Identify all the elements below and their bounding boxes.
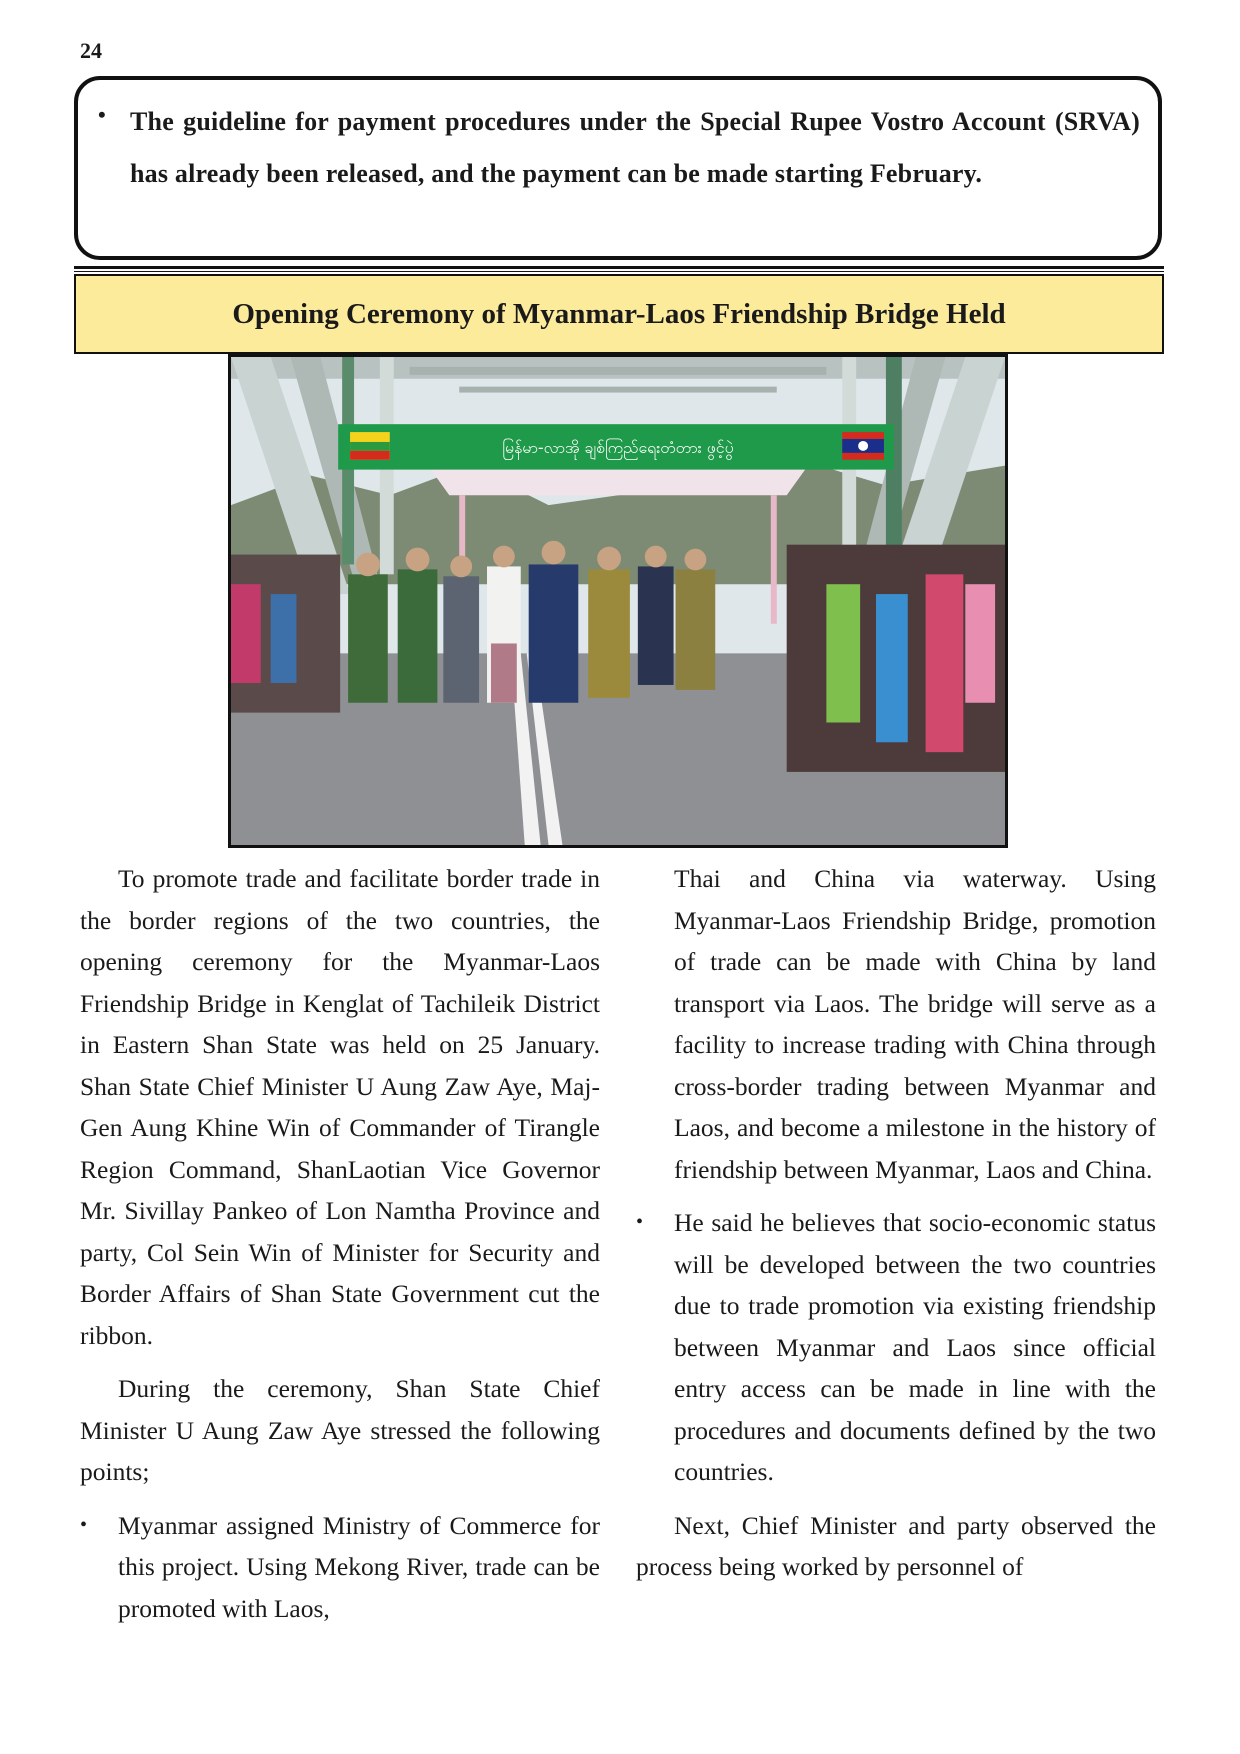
bullet-item-1	[80, 1505, 600, 1630]
bullet-item-2	[636, 1202, 1156, 1493]
paragraph-intro: To promote trade and facilitate border trade in the border regions of the two countries, the opening ceremony for the Myanmar-Laos Friendship Bridge in Kenglat of Tachileik District in Eastern Shan State was held on 25 January. Shan State Chief Minister U Aung Zaw Aye, Maj-Gen Aung Khine Win of Commander of Tirangle Region Command, ShanLaotian Vice Governor Mr. Sivillay Pankeo of Lon Namtha Province and party, Col Sein Win of Minister for Security and Border Affairs of Shan State Government cut the ribbon.	[80, 864, 600, 1350]
banner-text: မြန်မာ-လာအို ချစ်ကြည်ရေးတံတား ဖွင့်ပွဲ	[502, 437, 734, 457]
bullet-2-text: He said he believes that socio-economic status will be developed between the two countries due to trade promotion via existing friendship between Myanmar and Laos since official entry access can be made in line with the procedures and documents defined by the two countries.	[674, 1208, 1156, 1486]
section-title: Opening Ceremony of Myanmar-Laos Friendship Bridge Held	[74, 274, 1164, 354]
right-column	[636, 858, 1156, 1588]
left-column	[80, 858, 600, 1629]
paragraph-ceremony: During the ceremony, Shan State Chief Minister U Aung Zaw Aye stressed the following points;	[80, 1374, 600, 1486]
section-divider	[74, 266, 1164, 272]
bullet-dot: •	[636, 1211, 644, 1233]
ceremony-photo	[228, 354, 1008, 848]
callout-box	[74, 76, 1162, 260]
callout-bullet: •	[98, 102, 106, 127]
bullet-1-continued: Thai and China via waterway. Using Myanmar-Laos Friendship Bridge, promotion of trade can be made with China by land transport via Laos. The bridge will serve as a facility to increase trading with China through cross-border trading between Myanmar and Laos, and become a milestone in the history of friendship between Myanmar, Laos and China.	[674, 864, 1156, 1184]
callout-text: The guideline for payment procedures under the Special Rupee Vostro Account (SRVA) has already been released, and the payment can be made starting February.	[130, 107, 1140, 188]
ceremony-photo-illustration	[231, 357, 1005, 845]
paragraph-next: Next, Chief Minister and party observed the process being worked by personnel of	[636, 1510, 1156, 1581]
page-number: 24	[80, 38, 102, 63]
bullet-dot: •	[80, 1513, 88, 1536]
bullet-1-text: Myanmar assigned Ministry of Commerce for this project. Using Mekong River, trade can be promoted with Laos,	[118, 1510, 600, 1623]
